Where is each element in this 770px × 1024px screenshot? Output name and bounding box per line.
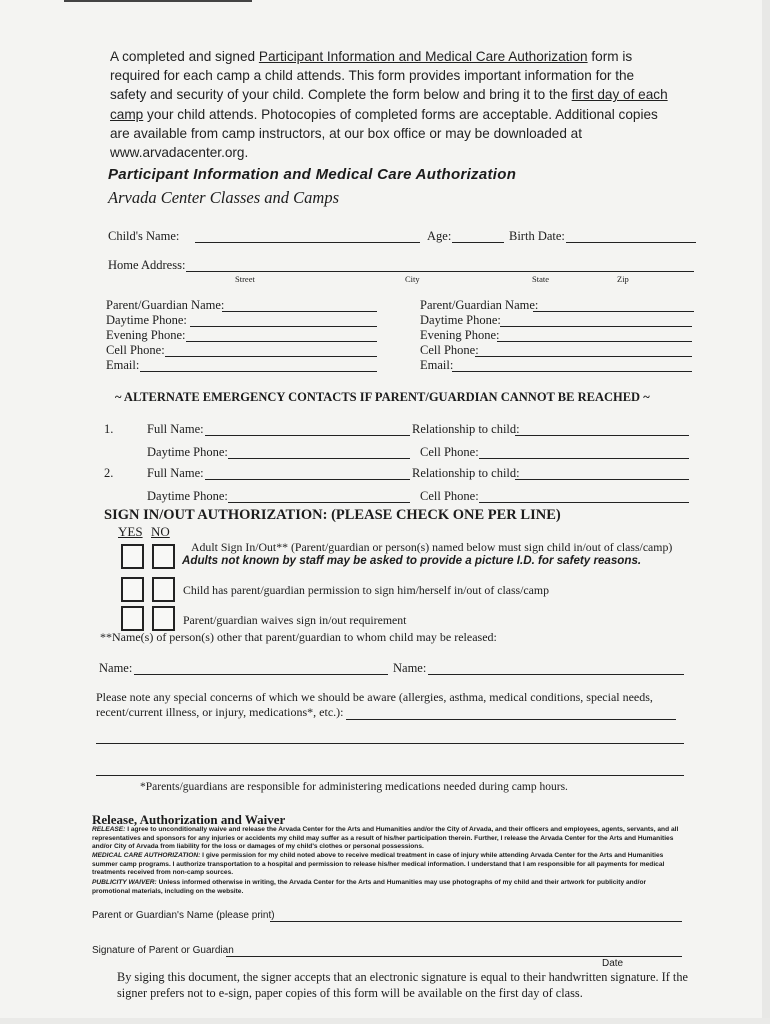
guardian1-cell-label: Cell Phone: [106, 343, 165, 357]
guardian2-name-label: Parent/Guardian Name: [420, 298, 539, 312]
emergency-num-1: 1. [104, 422, 114, 436]
street-caption: Street [235, 274, 255, 284]
guardian2-day-label: Daytime Phone: [420, 313, 501, 327]
guardian1-day-field[interactable] [190, 326, 377, 327]
contact1-cell-field[interactable] [479, 458, 689, 459]
contact2-day-label: Daytime Phone: [147, 489, 228, 503]
release-name2-field[interactable] [428, 674, 684, 675]
release-heading: Release, Authorization and Waiver [92, 812, 286, 827]
guardian1-email-field[interactable] [140, 371, 377, 372]
guardian2-cell-field[interactable] [475, 356, 692, 357]
release-name2-label: Name: [393, 661, 427, 675]
opt1-label: Adult Sign In/Out** (Parent/guardian or person(s) named below must sign child in/out of class/camp) [191, 540, 673, 554]
contact1-day-field[interactable] [228, 458, 410, 459]
contact1-relationship-label: Relationship to child: [412, 422, 520, 436]
contact1-relationship-field[interactable] [515, 435, 689, 436]
opt1-id-note: Adults not known by staff may be asked to provide a picture I.D. for safety reasons. [182, 554, 642, 567]
guardian2-eve-label: Evening Phone: [420, 328, 500, 342]
guardian1-name-field[interactable] [222, 311, 377, 312]
child-name-label: Child's Name: [108, 229, 180, 243]
emergency-heading: ~ ALTERNATE EMERGENCY CONTACTS IF PARENT/GUARDIAN CANNOT BE REACHED ~ [115, 390, 650, 404]
concerns-field-line1[interactable] [346, 719, 676, 720]
page-top-edge [0, 0, 770, 4]
release-names-note: **Name(s) of person(s) other that parent/guardian to whom child may be released: [100, 630, 497, 644]
guardian-signature-field[interactable] [226, 956, 682, 957]
first-day-text: first day of each camp [110, 87, 668, 122]
state-caption: State [532, 274, 549, 284]
opt3-label: Parent/guardian waives sign in/out requirement [183, 613, 407, 627]
guardian-print-name-field[interactable] [270, 921, 682, 922]
guardian1-name-label: Parent/Guardian Name: [106, 298, 225, 312]
birth-date-field[interactable] [566, 242, 696, 243]
guardian1-eve-label: Evening Phone: [106, 328, 186, 342]
contact2-name-field[interactable] [205, 479, 410, 480]
publicity-label: PUBLICITY WAIVER: [92, 879, 157, 886]
guardian1-eve-field[interactable] [186, 341, 377, 342]
concerns-field-line2[interactable] [96, 743, 684, 744]
guardian2-email-label: Email: [420, 358, 454, 372]
esign-note-line1: By siging this document, the signer accepts that an electronic signature is equal to their handwritten signature. If the [117, 970, 688, 984]
contact1-name-label: Full Name: [147, 422, 204, 436]
form-title: Participant Information and Medical Care Authorization [108, 166, 517, 183]
guardian1-day-label: Daytime Phone: [106, 313, 187, 327]
guardian2-email-field[interactable] [452, 371, 692, 372]
date-label: Date [602, 958, 624, 969]
contact2-relationship-field[interactable] [515, 479, 689, 480]
concerns-field-line3[interactable] [96, 775, 684, 776]
form-name-link: Participant Information and Medical Care Authorization [258, 49, 588, 64]
contact2-relationship-label: Relationship to child: [412, 466, 520, 480]
esign-note-line2: signer prefers not to e-sign, paper copies of this form will be available on the first day of class. [117, 986, 583, 1000]
medical-label: MEDICAL CARE AUTHORIZATION: [92, 852, 201, 859]
opt2-yes-checkbox[interactable] [121, 577, 144, 602]
concerns-text-line1: Please note any special concerns of which we should be aware (allergies, asthma, medical conditions, special needs, [96, 690, 653, 704]
opt1-yes-checkbox[interactable] [121, 544, 144, 569]
intro-paragraph: A completed and signed Participant Information and Medical Care Authorization form is required for each camp a child attends. This form provides important information for the safety and security of your child. Complete the form below and bring it to the first day of each camp your child attends. Photocopies of completed forms are acceptable. Additional copies are available from camp instructors, at our box office or may be downloaded at www.arvadacenter.org. [110, 49, 668, 161]
birth-date-label: Birth Date: [509, 229, 565, 243]
page-bottom-edge [0, 1018, 770, 1024]
medications-note: *Parents/guardians are responsible for administering medications needed during camp hours. [140, 781, 568, 793]
contact1-cell-label: Cell Phone: [420, 445, 479, 459]
opt3-yes-checkbox[interactable] [121, 606, 144, 631]
concerns-text-line2: recent/current illness, or injury, medications*, etc.): [96, 705, 344, 719]
child-name-field[interactable] [195, 242, 420, 243]
contact2-cell-label: Cell Phone: [420, 489, 479, 503]
no-column-label: NO [151, 524, 170, 539]
release-name1-field[interactable] [134, 674, 388, 675]
guardian1-cell-field[interactable] [165, 356, 377, 357]
home-address-label: Home Address: [108, 258, 186, 272]
opt2-label: Child has parent/guardian permission to sign him/herself in/out of class/camp [183, 583, 549, 597]
contact2-name-label: Full Name: [147, 466, 204, 480]
opt1-no-checkbox[interactable] [152, 544, 175, 569]
age-field[interactable] [452, 242, 504, 243]
release-name1-label: Name: [99, 661, 133, 675]
yes-column-label: YES [118, 524, 143, 539]
contact2-cell-field[interactable] [479, 502, 689, 503]
guardian2-eve-field[interactable] [497, 341, 692, 342]
guardian-print-name-label: Parent or Guardian's Name (please print) [92, 910, 275, 921]
age-label: Age: [427, 229, 452, 243]
opt3-no-checkbox[interactable] [152, 606, 175, 631]
opt2-no-checkbox[interactable] [152, 577, 175, 602]
guardian2-day-field[interactable] [500, 326, 692, 327]
contact1-day-label: Daytime Phone: [147, 445, 228, 459]
guardian-signature-label: Signature of Parent or Guardian [92, 945, 234, 956]
release-label: RELEASE: [92, 826, 126, 833]
city-caption: City [405, 274, 420, 284]
page-right-edge [762, 0, 770, 1024]
guardian2-name-field[interactable] [533, 311, 694, 312]
release-paragraph: RELEASE: I agree to unconditionally waive and release the Arvada Center for the Arts and Humanities and/or the City of Arvada, and their officers and employees, agents, servants, and all representatives and sponsors for any injuries or accidents my child may suffer as a result of his/her participation therein. Further, I release the Arvada Center for the Arts and Humanities and/or City of Arvada from liability for the loss or damages of my child's clothes or personal possessions. [92, 826, 679, 851]
zip-caption: Zip [617, 274, 629, 284]
contact2-day-field[interactable] [228, 502, 410, 503]
medical-paragraph: MEDICAL CARE AUTHORIZATION: I give permission for my child noted above to receive medical treatment in case of injury while attending Arvada Center for the Arts and Humanities summer camp programs. I authorize transportation to a hospital and permission to release his/her medical information. I understand that I am responsible for all payments for medical treatments received from non-camp sources. [92, 852, 665, 877]
guardian1-email-label: Email: [106, 358, 140, 372]
form-subtitle: Arvada Center Classes and Camps [108, 188, 339, 207]
publicity-paragraph: PUBLICITY WAIVER: Unless informed otherwise in writing, the Arvada Center for the Arts and Humanities may use photographs of my child and their artwork for publicity and/or promotional materials, including on the website. [92, 879, 647, 895]
signinout-heading: SIGN IN/OUT AUTHORIZATION: (PLEASE CHECK ONE PER LINE) [104, 507, 561, 523]
home-address-field[interactable] [186, 271, 694, 272]
emergency-num-2: 2. [104, 466, 114, 480]
contact1-name-field[interactable] [205, 435, 410, 436]
guardian2-cell-label: Cell Phone: [420, 343, 479, 357]
